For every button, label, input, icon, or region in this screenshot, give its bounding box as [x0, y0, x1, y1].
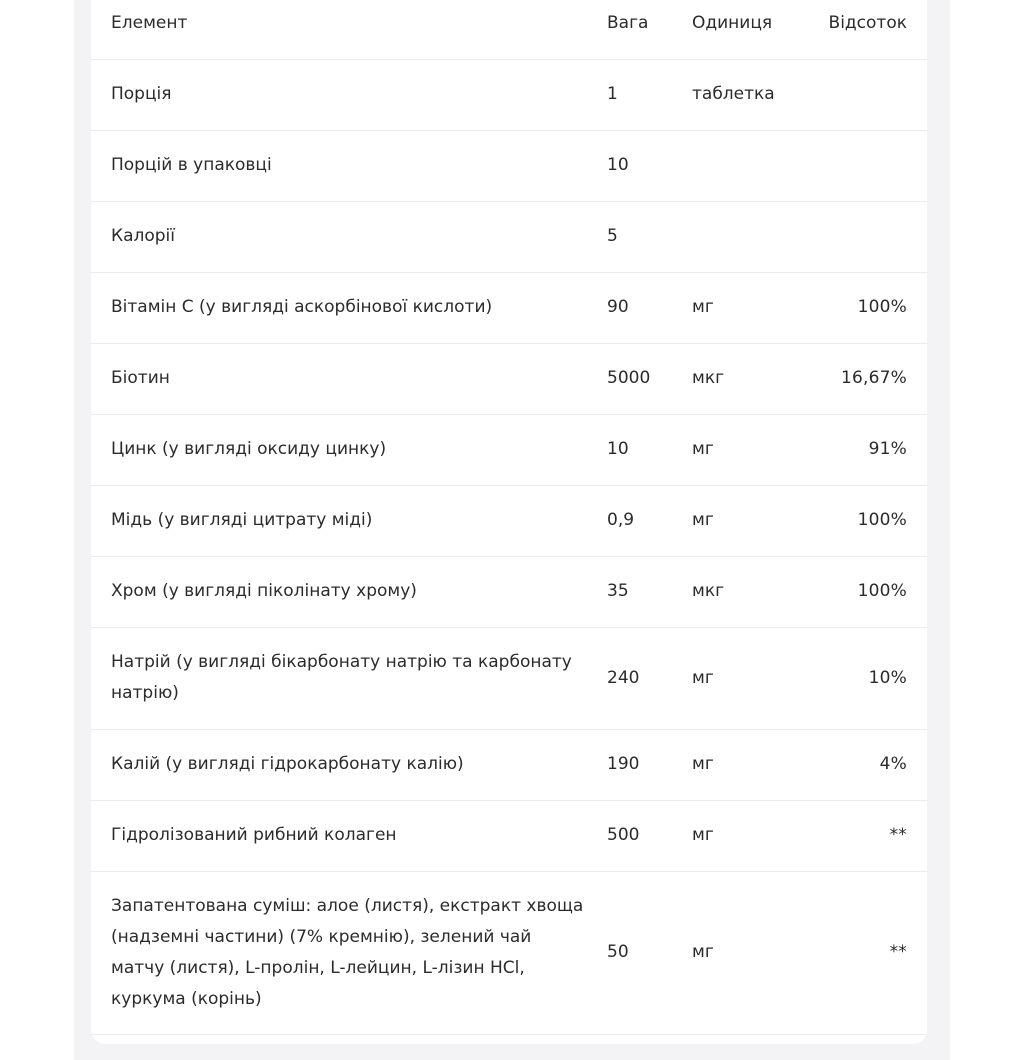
table-row [91, 627, 927, 729]
cell-element: Хром (у вигляді піколінату хрому) [91, 556, 607, 627]
cell-weight: 1 [607, 59, 692, 130]
cell-percent [802, 201, 927, 272]
composition-table [91, 0, 927, 1035]
table-header-row [91, 0, 927, 59]
table-row [91, 800, 927, 871]
cell-weight: 35 [607, 556, 692, 627]
cell-element: Порція [91, 59, 607, 130]
cell-weight: 90 [607, 272, 692, 343]
cell-element: Біотин [91, 343, 607, 414]
cell-weight: 5 [607, 201, 692, 272]
cell-element: Натрій (у вигляді бікарбонату натрію та карбонату натрію) [91, 627, 607, 729]
cell-percent: 10% [802, 627, 927, 729]
header-unit: Одиниця [692, 0, 802, 59]
cell-weight: 240 [607, 627, 692, 729]
table-row [91, 272, 927, 343]
header-weight: Вага [607, 0, 692, 59]
cell-percent: 100% [802, 272, 927, 343]
cell-unit: мг [692, 871, 802, 1034]
table-row [91, 729, 927, 800]
cell-percent: ** [802, 871, 927, 1034]
cell-percent [802, 59, 927, 130]
table-row [91, 556, 927, 627]
cell-element: Цинк (у вигляді оксиду цинку) [91, 414, 607, 485]
cell-unit: мкг [692, 556, 802, 627]
cell-weight: 5000 [607, 343, 692, 414]
cell-percent: 100% [802, 556, 927, 627]
cell-unit: мг [692, 729, 802, 800]
cell-unit: мг [692, 485, 802, 556]
cell-weight: 10 [607, 414, 692, 485]
cell-unit: таблетка [692, 59, 802, 130]
cell-element: Мідь (у вигляді цитрату міді) [91, 485, 607, 556]
table-row [91, 414, 927, 485]
header-element: Елемент [91, 0, 607, 59]
cell-weight: 500 [607, 800, 692, 871]
cell-unit: мг [692, 414, 802, 485]
cell-unit [692, 130, 802, 201]
cell-percent: 100% [802, 485, 927, 556]
cell-percent [802, 130, 927, 201]
table-row [91, 485, 927, 556]
header-percent: Відсоток [802, 0, 927, 59]
cell-unit: мг [692, 800, 802, 871]
cell-element: Калій (у вигляді гідрокарбонату калію) [91, 729, 607, 800]
cell-percent: ** [802, 800, 927, 871]
cell-weight: 10 [607, 130, 692, 201]
table-row [91, 59, 927, 130]
cell-element: Калорії [91, 201, 607, 272]
cell-element: Запатентована суміш: алое (листя), екстракт хвоща (надземні частини) (7% кремнію), зелений чай матчу (листя), L-пролін, L-лейцин, L-лізин HCl, куркума (корінь) [91, 871, 607, 1034]
cell-unit: мг [692, 627, 802, 729]
table-row [91, 130, 927, 201]
cell-percent: 16,67% [802, 343, 927, 414]
cell-percent: 91% [802, 414, 927, 485]
cell-unit: мкг [692, 343, 802, 414]
cell-unit: мг [692, 272, 802, 343]
cell-element: Гідролізований рибний колаген [91, 800, 607, 871]
cell-element: Вітамін С (у вигляді аскорбінової кислоти) [91, 272, 607, 343]
table-row [91, 871, 927, 1034]
cell-weight: 0,9 [607, 485, 692, 556]
cell-element: Порцій в упаковці [91, 130, 607, 201]
cell-unit [692, 201, 802, 272]
cell-weight: 50 [607, 871, 692, 1034]
cell-percent: 4% [802, 729, 927, 800]
cell-weight: 190 [607, 729, 692, 800]
table-row [91, 201, 927, 272]
table-row [91, 343, 927, 414]
